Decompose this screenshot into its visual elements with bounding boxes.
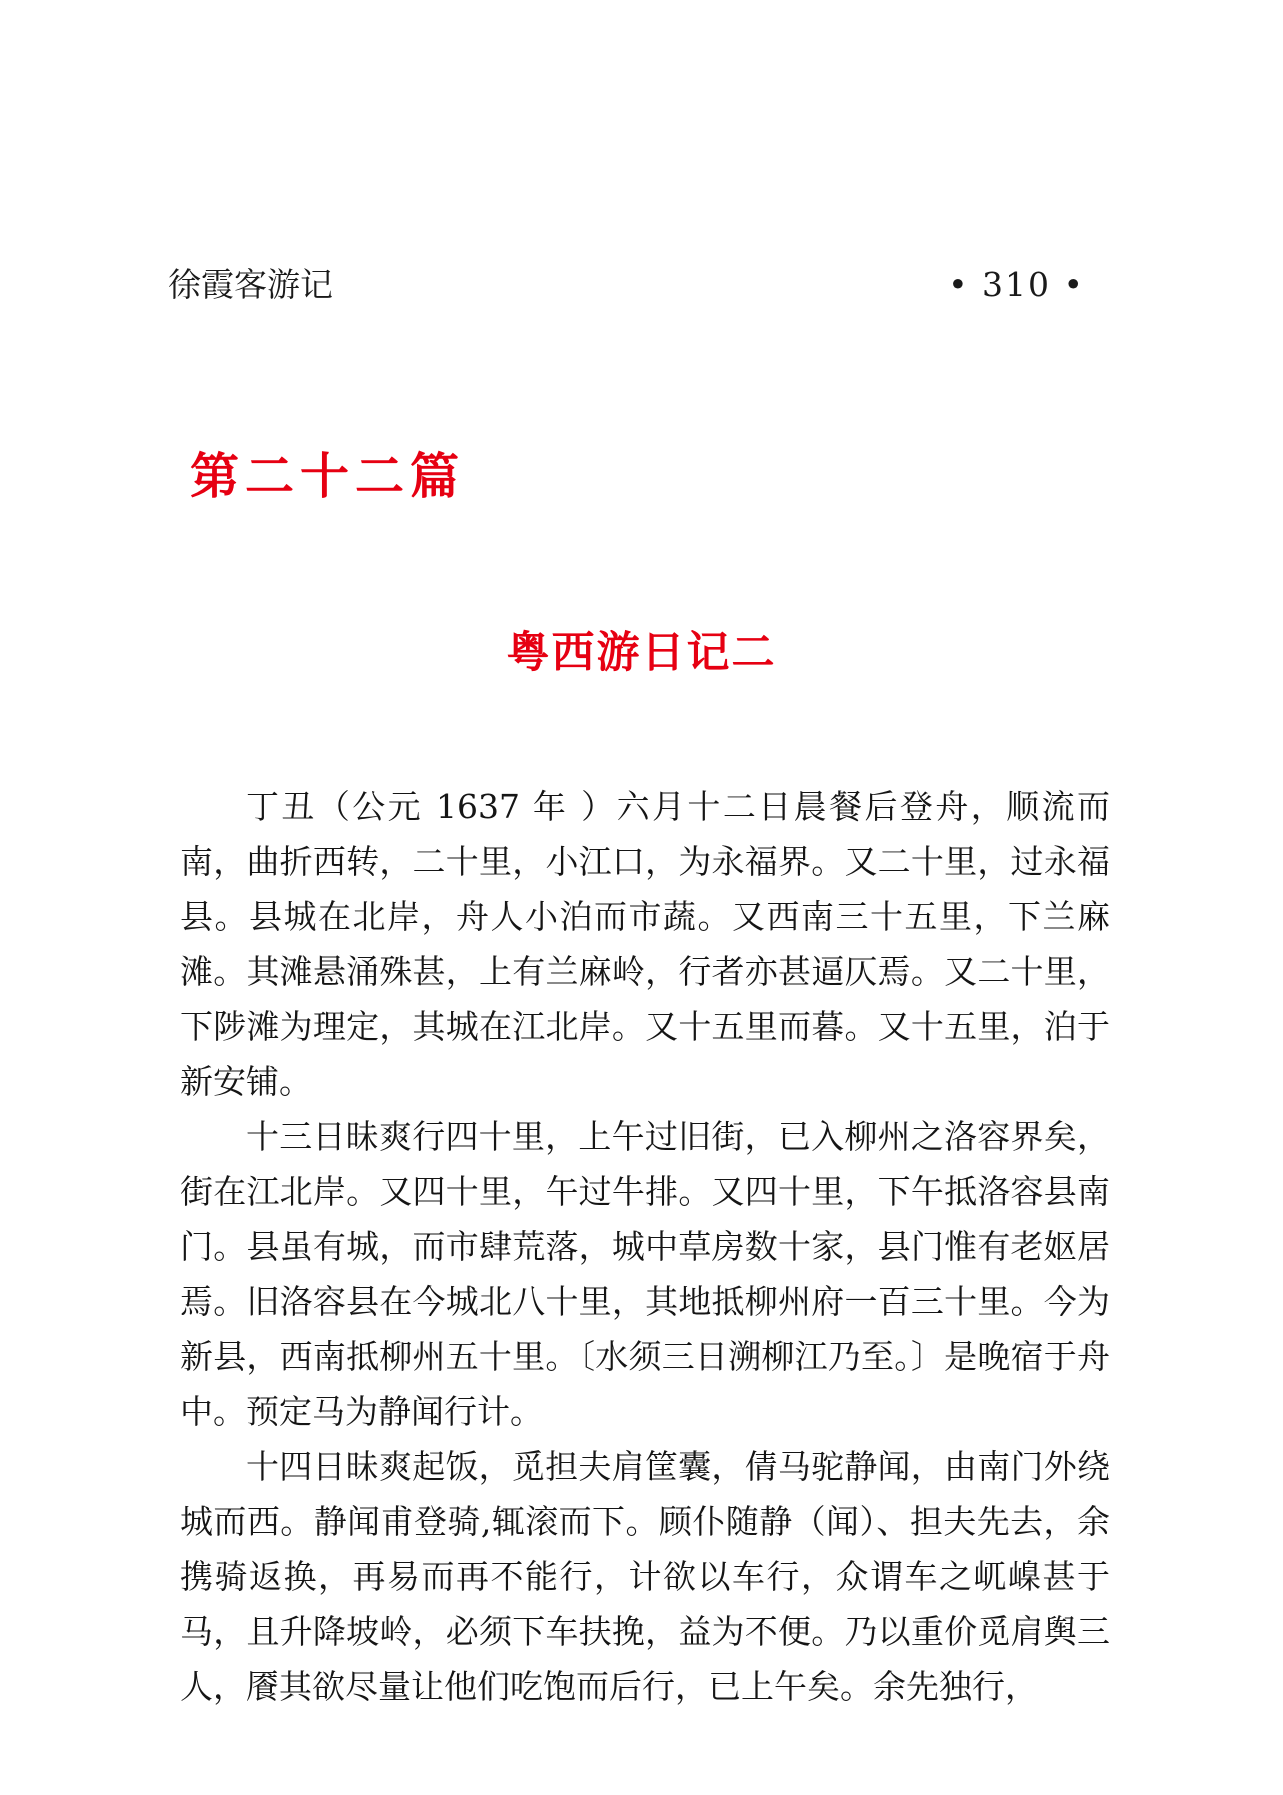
body-paragraph: 丁丑（公元 1637 年 ）六月十二日晨餐后登舟，顺流而南，曲折西转，二十里，小江口，为永福界。又二十里，过永福县。县城在北岸，舟人小泊而市蔬。又西南三十五里，下兰麻滩。其滩悬涌殊甚，上有兰麻岭，行者亦甚逼仄焉。又二十里，下陟滩为理定，其城在江北岸。又十五里而暮。又十五里，泊于新安铺。 xyxy=(180,787,1110,1102)
section-title: 粤西游日记二 xyxy=(506,627,777,678)
page-number: • 310 • xyxy=(948,265,1085,304)
chapter-heading: 第二十二篇 xyxy=(190,447,466,505)
book-title: 徐霞客游记 xyxy=(168,265,333,304)
page-content xyxy=(168,266,1115,1714)
body-text xyxy=(180,779,1110,1714)
body-paragraph: 十四日昧爽起饭，觅担夫肩筐囊，倩马驼静闻，由南门外绕城而西。静闻甫登骑,辄滚而下。顾仆随静（闻）、担夫先去，余携骑返换，再易而再不能行，计欲以车行，众谓车之屼嵲甚于马，且升降坡岭，必须下车扶挽，益为不便。乃以重价觅肩舆三人，餍其欲尽量让他们吃饱而后行，已上午矣。余先独行， xyxy=(180,1447,1110,1707)
body-paragraph: 十三日昧爽行四十里，上午过旧街，已入柳州之洛容界矣，街在江北岸。又四十里，午过牛排。又四十里，下午抵洛容县南门。县虽有城，而市肆荒落，城中草房数十家，县门惟有老妪居焉。旧洛容县在今城北八十里，其地抵柳州府一百三十里。今为新县，西南抵柳州五十里。〔水须三日溯柳江乃至。〕是晚宿于舟中。预定马为静闻行计。 xyxy=(180,1117,1110,1432)
page-header xyxy=(168,266,1115,304)
